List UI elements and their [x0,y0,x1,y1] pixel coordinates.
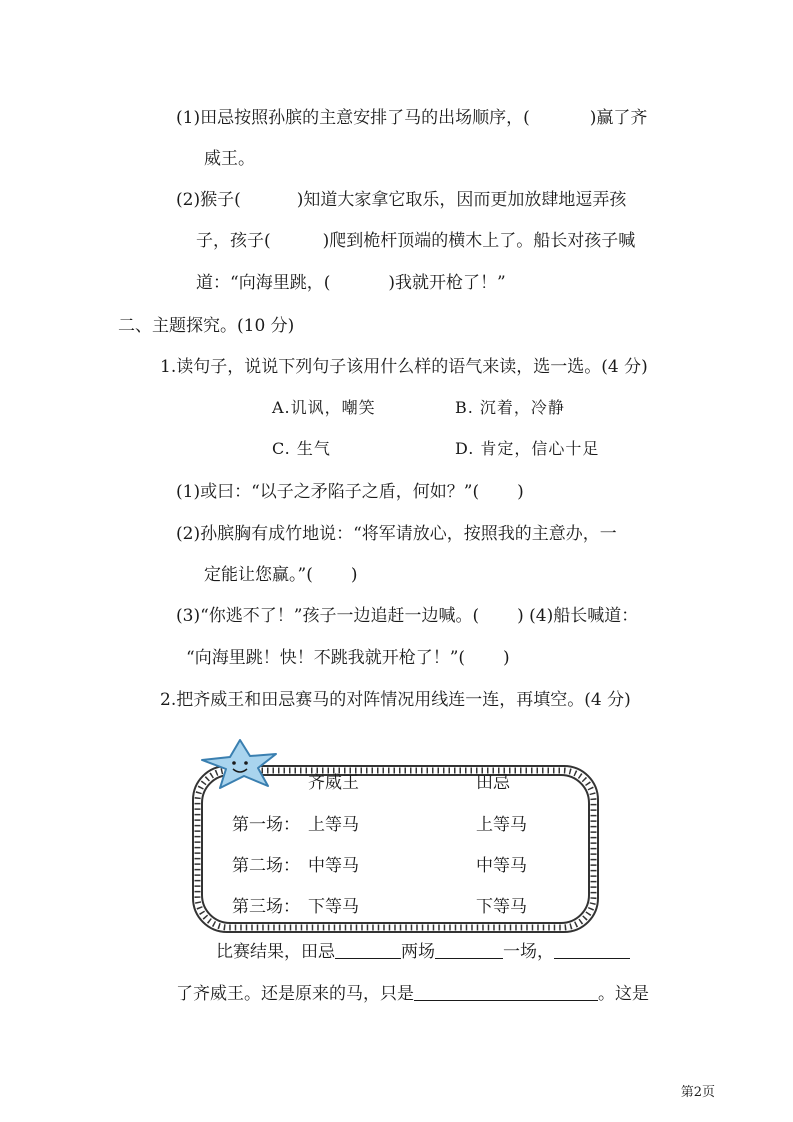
round-3-tian-horse[interactable]: 下等马 [476,897,527,917]
sentence-4-line-2: “向海里跳！快！不跳我就开枪了！”( ) [186,648,510,668]
section-heading: 二、主题探究。(10 分) [118,316,295,336]
round-2-tian-horse[interactable]: 中等马 [476,856,527,876]
blank-2[interactable] [435,940,503,959]
round-2-qi-horse[interactable]: 中等马 [308,856,359,876]
blank-1[interactable] [335,940,401,959]
sentence-1: (1)或曰：“以子之矛陷子之盾，何如？”( ) [176,482,524,502]
round-1-qi-horse[interactable]: 上等马 [308,815,359,835]
round-2-label: 第二场： [232,856,300,876]
round-1-label: 第一场： [232,815,300,835]
q2-line-2: 子，孩子( )爬到桅杆顶端的横木上了。船长对孩子喊 [196,231,636,251]
round-1-tian-horse[interactable]: 上等马 [476,815,527,835]
sentence-3-4: (3)“你逃不了！”孩子一边追赶一边喊。( ) (4)船长喊道： [176,606,639,626]
round-3-label: 第三场： [232,897,300,917]
starfish-icon [196,738,282,790]
sentence-2-line-2: 定能让您赢。”( ) [204,565,358,585]
fill-line-1: 比赛结果，田忌 两场 一场， [216,940,630,963]
fill-line-2: 了齐威王。还是原来的马，只是 。这是 [176,984,649,1004]
q2-line-1: (2)猴子( )知道大家拿它取乐，因而更加放肆地逗弄孩 [176,190,627,210]
col-header-qi: 齐威王 [308,773,359,793]
blank-4[interactable] [414,982,598,1001]
round-3-qi-horse[interactable]: 下等马 [308,897,359,917]
q2-line-3: 道：“向海里跳，( )我就开枪了！” [196,273,506,293]
sentence-2-line-1: (2)孙膑胸有成竹地说：“将军请放心，按照我的主意办，一 [176,524,617,544]
option-c: C. 生气 [272,439,331,458]
option-a: A.讥讽，嘲笑 [272,398,376,417]
blank-3[interactable] [554,940,630,959]
option-b: B. 沉着，冷静 [455,398,565,417]
page-number: 第2页 [680,1085,715,1100]
q1-prompt: 1.读句子，说说下列句子该用什么样的语气来读，选一选。(4 分) [160,357,648,377]
q1-line-1: (1)田忌按照孙膑的主意安排了马的出场顺序，( )赢了齐 [176,108,648,128]
option-d: D. 肯定，信心十足 [455,439,600,458]
q2-prompt: 2.把齐威王和田忌赛马的对阵情况用线连一连，再填空。(4 分) [160,690,631,710]
col-header-tian: 田忌 [476,773,510,793]
q1-line-2: 威王。 [204,149,255,169]
